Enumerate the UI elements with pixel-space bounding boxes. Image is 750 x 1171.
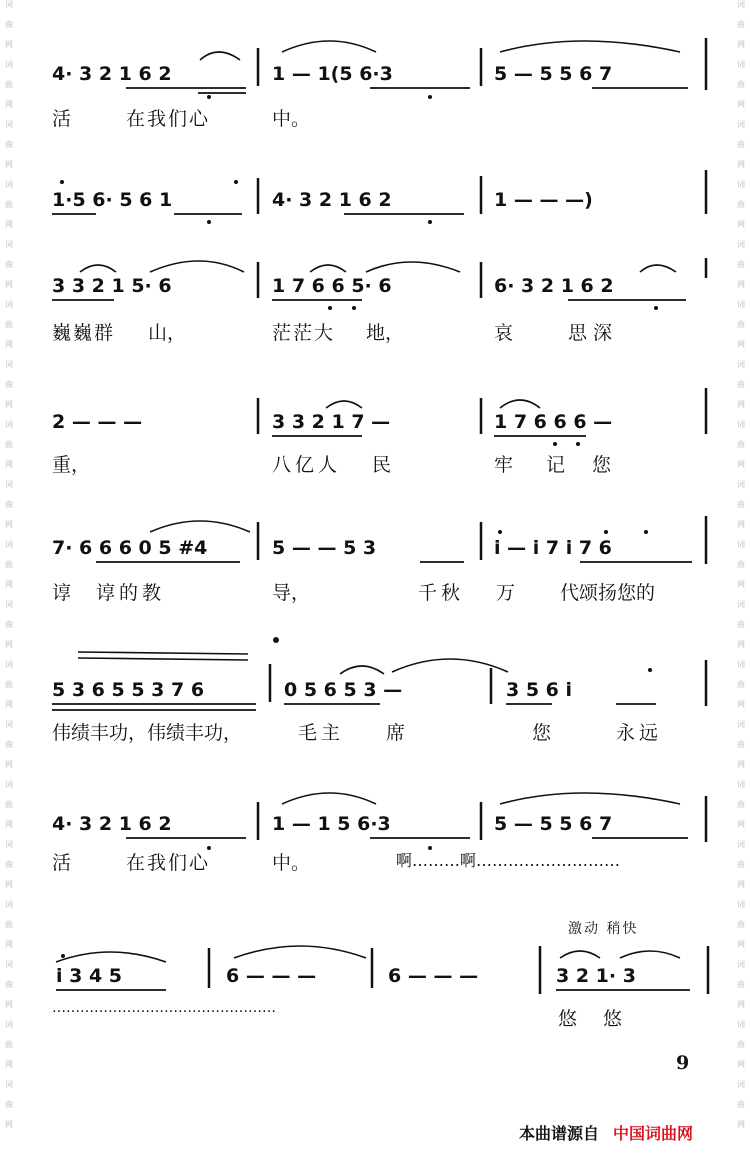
watermark-text: 词 曲 网	[5, 120, 13, 169]
row6-bar3-notes: 3 5 6 i	[506, 679, 573, 701]
lyric: 活	[52, 852, 72, 874]
watermark-text: 词 曲 网	[737, 1020, 745, 1069]
row8-bar1-notes: i 3 4 5	[56, 965, 123, 987]
watermark-text: 词 曲 网	[5, 480, 13, 529]
row5-bar3-notes: i — i 7 i 7 6	[494, 537, 612, 559]
watermark-text: 词 曲 网	[5, 660, 13, 709]
row4-bar1-notes: 2 — — —	[52, 411, 143, 433]
lyric: 地，	[366, 322, 405, 344]
lyric: 思深	[568, 322, 619, 344]
watermark-text: 词 曲 网	[737, 480, 745, 529]
watermark-text: 词 曲 网	[5, 180, 13, 229]
watermark-text: 词 曲 网	[737, 600, 745, 649]
row2-bar1-notes: 1·5 6· 5 6 1	[52, 189, 173, 211]
source-site-link[interactable]: 中国词曲网	[613, 1124, 694, 1143]
watermark-text: 词 曲 网	[5, 840, 13, 889]
watermark-text: 词 曲 网	[737, 420, 745, 469]
row5-bar1-notes: 7· 6 6 6 0 5 #4	[52, 537, 208, 559]
row3-bar2-notes: 1 7 6 6 5· 6	[272, 275, 392, 297]
row7-bar3-notes: 5 — 5 5 6 7	[494, 813, 613, 835]
watermark-text: 词 曲 网	[5, 1080, 13, 1129]
lyric: 千秋	[418, 582, 465, 604]
watermark-text: 词 曲 网	[737, 660, 745, 709]
lyric: 记	[546, 454, 566, 476]
row3-bar3-notes: 6· 3 2 1 6 2	[494, 275, 614, 297]
watermark-text: 词 曲 网	[5, 60, 13, 109]
lyric: 悠 悠	[558, 1008, 633, 1030]
beam-lines	[78, 652, 248, 660]
row4-bar3-notes: 1 7 6 6 6 —	[494, 411, 613, 433]
watermark-text: 词 曲 网	[5, 720, 13, 769]
source-prefix: 本曲谱源自	[519, 1124, 600, 1143]
lyric: 八亿人	[272, 454, 342, 476]
row8-bar4-notes: 3 2 1· 3	[556, 965, 636, 987]
watermark-text: 词 曲 网	[737, 180, 745, 229]
watermark-text: 词 曲 网	[737, 120, 745, 169]
lyric: 重，	[52, 454, 91, 476]
watermark-text: 词 曲 网	[5, 420, 13, 469]
row5-bar2-notes: 5 — — 5 3	[272, 537, 377, 559]
lyric: 牢	[494, 454, 514, 476]
row8-bar2-notes: 6 — — —	[226, 965, 317, 987]
row2-bar3-notes: 1 — — —)	[494, 189, 593, 211]
lyric: 山，	[148, 322, 187, 344]
watermark-text: 词 曲 网	[737, 900, 745, 949]
row1-bar2-notes: 1 — 1(5 6·3	[272, 63, 393, 85]
lyric: 在我们心	[126, 852, 211, 874]
watermark-text: 词 曲 网	[737, 60, 745, 109]
watermark-text: 词 曲 网	[5, 960, 13, 1009]
watermark-text: 词 曲 网	[5, 540, 13, 589]
watermark-text: 词 曲 网	[737, 240, 745, 289]
lyric: 谆	[52, 582, 72, 604]
row6-bar1-notes: 5 3 6 5 5 3 7 6	[52, 679, 205, 701]
watermark-text: 词 曲 网	[737, 720, 745, 769]
row7-bar2-notes: 1 — 1 5 6·3	[272, 813, 391, 835]
lyric: 茫茫大	[272, 322, 336, 344]
source-credit	[519, 1121, 693, 1144]
tempo-marking: 激动 稍快	[568, 921, 639, 937]
lyric: 巍巍群	[52, 322, 116, 344]
watermark-text: 词 曲 网	[5, 360, 13, 409]
watermark-text: 词 曲 网	[737, 960, 745, 1009]
watermark-text: 词 曲 网	[5, 1020, 13, 1069]
lyric: 导，	[272, 582, 311, 604]
lyric: 永远	[616, 722, 663, 744]
watermark-text: 词 曲 网	[5, 600, 13, 649]
watermark-text: 词 曲 网	[737, 540, 745, 589]
watermark-text: 词 曲 网	[5, 240, 13, 289]
watermark-text: 词 曲 网	[737, 300, 745, 349]
lyric: 中。	[272, 108, 311, 130]
lyric: 中。	[272, 852, 311, 874]
lyric: 席	[386, 722, 406, 744]
lyric: 您	[592, 454, 612, 476]
watermark-text: 词 曲 网	[737, 840, 745, 889]
lyric: 代颂扬您的	[560, 582, 656, 604]
row4-bar2-notes: 3 3 2 1 7 —	[272, 411, 391, 433]
row7-bar1-notes: 4· 3 2 1 6 2	[52, 813, 172, 835]
watermark-text: 词 曲 网	[737, 0, 745, 49]
lyric: 民	[372, 454, 392, 476]
lyric: 啊………啊………………………	[396, 851, 621, 870]
watermark-text: 词 曲 网	[5, 0, 13, 49]
lyric: …………………………………………	[52, 1000, 276, 1016]
row1-bar1-notes: 4· 3 2 1 6 2	[52, 63, 172, 85]
lyric: 在我们心	[126, 108, 211, 130]
lyric: 万	[496, 582, 516, 604]
row8-bar3-notes: 6 — — —	[388, 965, 479, 987]
row2-bar2-notes: 4· 3 2 1 6 2	[272, 189, 392, 211]
row6-bar2-notes: 0 5 6 5 3 —	[284, 679, 403, 701]
watermark-text: 词 曲 网	[5, 780, 13, 829]
row3-bar1-notes: 3 3 2 1 5· 6	[52, 275, 172, 297]
lyric: 哀	[494, 322, 514, 344]
row1-bar3-notes: 5 — 5 5 6 7	[494, 63, 613, 85]
watermark-text: 词 曲 网	[737, 360, 745, 409]
watermark-text: 词 曲 网	[5, 900, 13, 949]
watermark-text: 词 曲 网	[737, 780, 745, 829]
lyric: 您	[532, 722, 552, 744]
page-number: 9	[676, 1052, 690, 1074]
lyric: 毛主	[298, 722, 345, 744]
lyric: 伟绩丰功，伟绩丰功，	[52, 722, 243, 744]
watermark-text: 词 曲 网	[737, 1080, 745, 1129]
lyric: 活	[52, 108, 72, 130]
watermark-text: 词 曲 网	[5, 300, 13, 349]
lyric: 谆的教	[96, 582, 166, 604]
